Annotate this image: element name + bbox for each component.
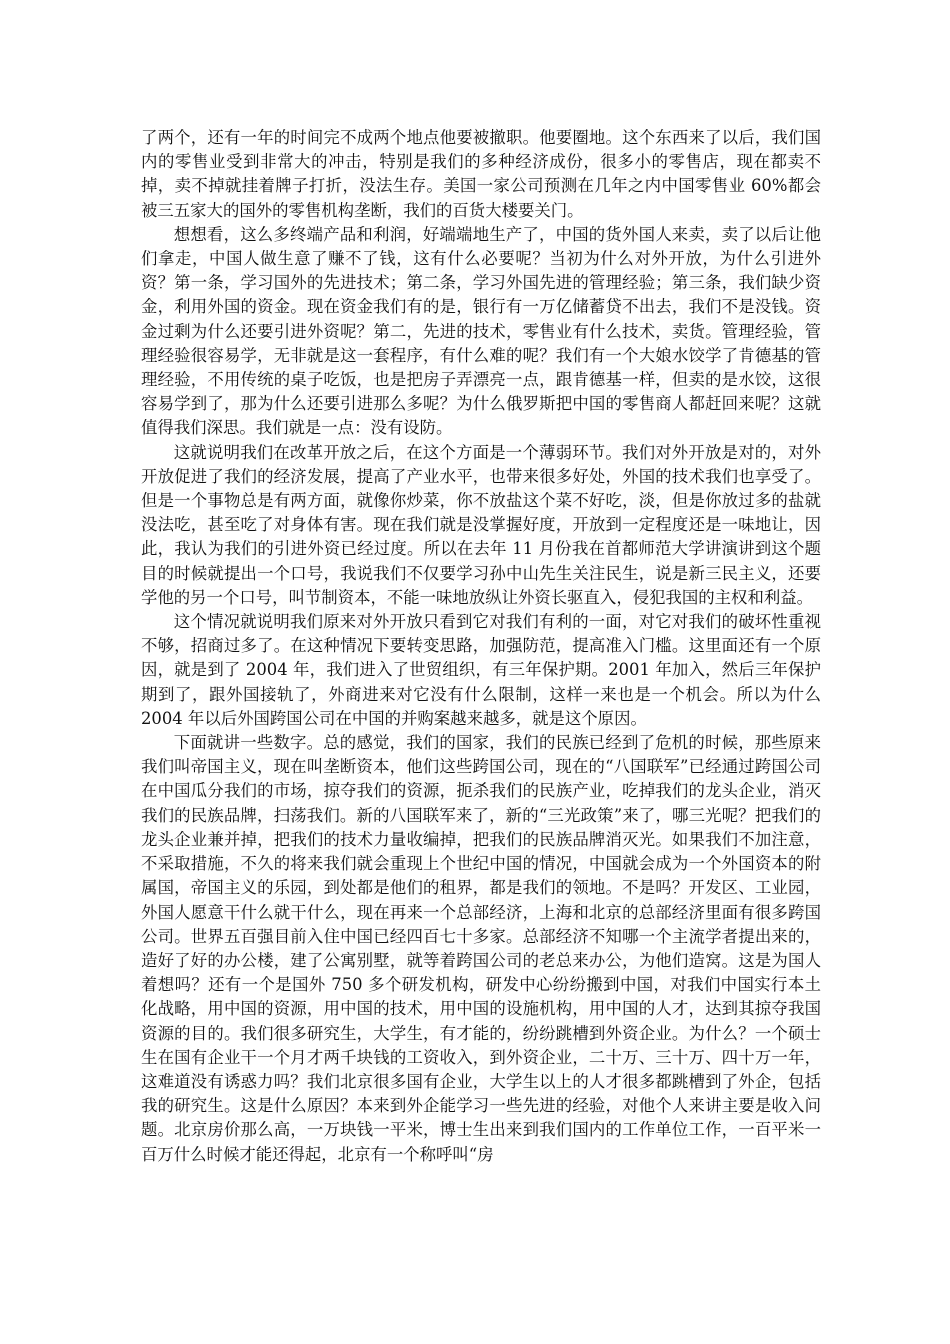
paragraph: 这就说明我们在改革开放之后，在这个方面是一个薄弱环节。我们对外开放是对的，对外开放促进了我们的经济发展，提高了产业水平，也带来很多好处，外国的技术我们也享受了。但是一个事物总是有两方面，就像你炒菜，你不放盐这个菜不好吃，淡，但是你放过多的盐就没法吃，甚至吃了对身体有害。现在我们就是没掌握好度，开放到一定程度还是一味地让，因此，我认为我们的引进外资已经过度。所以在去年 11 月份我在首都师范大学讲演讲到这个题目的时候就提出一个口号，我说我们不仅要学习孙中山先生关注民生，说是新三民主义，还要学他的另一个口号，叫节制资本，不能一味地放纵让外资长驱直入，侵犯我国的主权和利益。 [141, 442, 821, 607]
paragraph: 想想看，这么多终端产品和利润，好端端地生产了，中国的货外国人来卖，卖了以后让他们拿走，中国人做生意了赚不了钱，这有什么必要呢？当初为什么对外开放，为什么引进外资？第一条，学习国外的先进技术；第二条，学习外国先进的管理经验；第三条，我们缺少资金，利用外国的资金。现在资金我们有的是，银行有一万亿储蓄贷不出去，我们不是没钱。资金过剩为什么还要引进外资呢？第二，先进的技术，零售业有什么技术，卖货。管理经验，管理经验很容易学，无非就是这一套程序，有什么难的呢？我们有一个大娘水饺学了肯德基的管理经验，不用传统的桌子吃饭，也是把房子弄漂亮一点，跟肯德基一样，但卖的是水饺，这很容易学到了，那为什么还要引进那么多呢？为什么俄罗斯把中国的零售商人都赶回来呢？这就值得我们深思。我们就是一点：没有设防。 [141, 224, 821, 438]
paragraph: 下面就讲一些数字。总的感觉，我们的国家，我们的民族已经到了危机的时候，那些原来我们叫帝国主义，现在叫垄断资本，他们这些跨国公司，现在的“八国联军”已经通过跨国公司在中国瓜分我们的市场，掠夺我们的资源，扼杀我们的民族产业，吃掉我们的龙头企业，消灭我们的民族品牌，扫荡我们。新的八国联军来了，新的“三光政策”来了，哪三光呢？把我们的龙头企业兼并掉，把我们的技术力量收编掉，把我们的民族品牌消灭光。如果我们不加注意，不采取措施，不久的将来我们就会重现上个世纪中国的情况，中国就会成为一个外国资本的附属国，帝国主义的乐园，到处都是他们的租界，都是我们的领地。不是吗？开发区、工业园，外国人愿意干什么就干什么，现在再来一个总部经济，上海和北京的总部经济里面有很多跨国公司。世界五百强目前入住中国已经四百七十多家。总部经济不知哪一个主流学者提出来的，造好了好的办公楼，建了公寓别墅，就等着跨国公司的老总来办公，为他们造窝。这是为国人着想吗？还有一个是国外 750 多个研发机构，研发中心纷纷搬到中国，对我们中国实行本土化战略，用中国的资源，用中国的技术，用中国的设施机构，用中国的人才，达到其掠夺我国资源的目的。我们很多研究生，大学生，有才能的，纷纷跳槽到外资企业。为什么？一个硕士生在国有企业干一个月才两千块钱的工资收入，到外资企业，二十万、三十万、四十万一年，这难道没有诱惑力吗？我们北京很多国有企业，大学生以上的人才很多都跳槽到了外企，包括我的研究生。这是什么原因？本来到外企能学习一些先进的经验，对他个人来讲主要是收入问题。北京房价那么高，一万块钱一平米，博士生出来到我们国内的工作单位工作，一百平米一百万什么时候才能还得起，北京有一个称呼叫“房 [141, 733, 821, 1164]
document-page [141, 126, 821, 1167]
paragraph: 这个情况就说明我们原来对外开放只看到它对我们有利的一面，对它对我们的破坏性重视不够，招商过多了。在这种情况下要转变思路，加强防范，提高准入门槛。这里面还有一个原因，就是到了 2004 年，我们进入了世贸组织，有三年保护期。2001 年加入，然后三年保护期到了，跟外国接轨了，外商进来对它没有什么限制，这样一来也是一个机会。所以为什么 2004 年以后外国跨国公司在中国的并购案越来越多，就是这个原因。 [141, 612, 821, 728]
paragraph-continued: 了两个，还有一年的时间完不成两个地点他要被撤职。他要圈地。这个东西来了以后，我们国内的零售业受到非常大的冲击，特别是我们的多种经济成份，很多小的零售店，现在都卖不掉，卖不掉就挂着牌子打折，没法生存。美国一家公司预测在几年之内中国零售业 60%都会被三五家大的国外的零售机构垄断，我们的百货大楼要关门。 [141, 128, 821, 220]
